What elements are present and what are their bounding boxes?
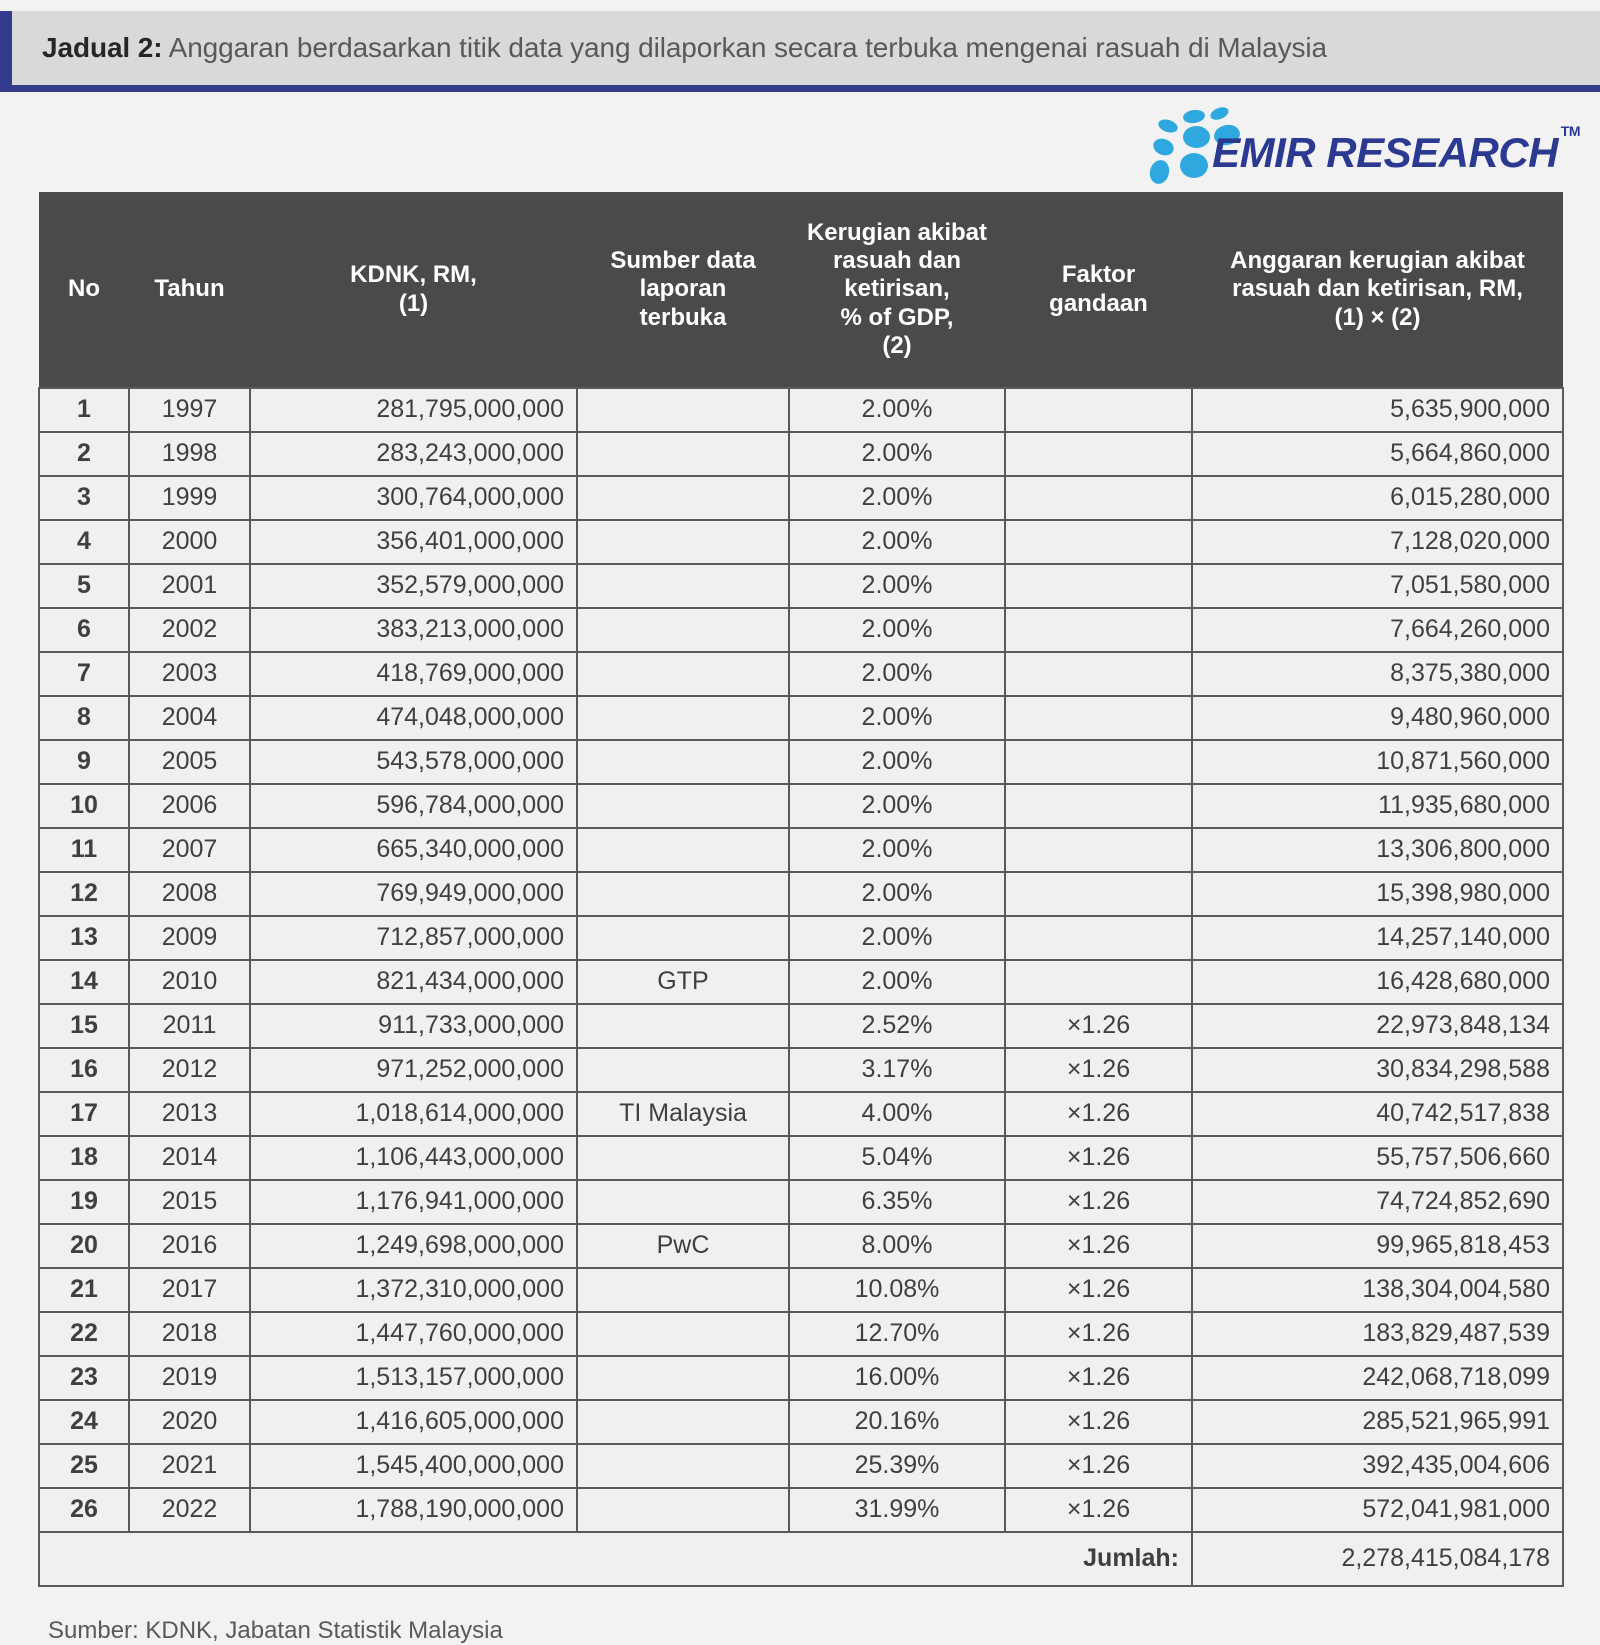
cell-year: 2000	[129, 520, 250, 564]
cell-gdp: 300,764,000,000	[250, 476, 577, 520]
cell-no: 5	[39, 564, 129, 608]
cell-no: 19	[39, 1180, 129, 1224]
column-header-multiplier: Faktor gandaan	[1005, 192, 1192, 388]
cell-multiplier: ×1.26	[1005, 1180, 1192, 1224]
cell-no: 4	[39, 520, 129, 564]
cell-year: 2013	[129, 1092, 250, 1136]
cell-loss-amount: 14,257,140,000	[1192, 916, 1563, 960]
cell-source	[577, 1356, 789, 1400]
cell-loss-pct: 2.00%	[789, 740, 1005, 784]
cell-multiplier: ×1.26	[1005, 1092, 1192, 1136]
cell-year: 2007	[129, 828, 250, 872]
cell-year: 2015	[129, 1180, 250, 1224]
cell-multiplier: ×1.26	[1005, 1444, 1192, 1488]
cell-gdp: 283,243,000,000	[250, 432, 577, 476]
cell-loss-pct: 2.00%	[789, 916, 1005, 960]
table-body	[39, 388, 1563, 1586]
cell-no: 26	[39, 1488, 129, 1532]
table-row	[39, 388, 1563, 432]
cell-loss-pct: 2.00%	[789, 520, 1005, 564]
cell-year: 2018	[129, 1312, 250, 1356]
page-title	[12, 32, 1327, 64]
cell-multiplier	[1005, 652, 1192, 696]
table-row	[39, 1004, 1563, 1048]
cell-source	[577, 916, 789, 960]
cell-no: 17	[39, 1092, 129, 1136]
table-row	[39, 1048, 1563, 1092]
cell-loss-amount: 7,664,260,000	[1192, 608, 1563, 652]
cell-source: TI Malaysia	[577, 1092, 789, 1136]
cell-source	[577, 608, 789, 652]
table-container	[38, 192, 1562, 1587]
cell-year: 2021	[129, 1444, 250, 1488]
cell-multiplier	[1005, 564, 1192, 608]
table-title-banner	[0, 11, 1600, 92]
cell-source	[577, 1268, 789, 1312]
cell-gdp: 1,447,760,000,000	[250, 1312, 577, 1356]
cell-no: 1	[39, 388, 129, 432]
table-row	[39, 1224, 1563, 1268]
cell-source	[577, 784, 789, 828]
cell-no: 21	[39, 1268, 129, 1312]
cell-year: 2012	[129, 1048, 250, 1092]
table-row	[39, 564, 1563, 608]
table-row	[39, 784, 1563, 828]
cell-loss-pct: 8.00%	[789, 1224, 1005, 1268]
cell-no: 9	[39, 740, 129, 784]
table-row	[39, 828, 1563, 872]
cell-loss-amount: 572,041,981,000	[1192, 1488, 1563, 1532]
cell-gdp: 712,857,000,000	[250, 916, 577, 960]
table-header	[39, 192, 1563, 388]
cell-loss-amount: 74,724,852,690	[1192, 1180, 1563, 1224]
cell-multiplier: ×1.26	[1005, 1048, 1192, 1092]
cell-gdp: 1,513,157,000,000	[250, 1356, 577, 1400]
cell-gdp: 1,416,605,000,000	[250, 1400, 577, 1444]
cell-source	[577, 1004, 789, 1048]
cell-loss-amount: 22,973,848,134	[1192, 1004, 1563, 1048]
cell-multiplier	[1005, 784, 1192, 828]
cell-year: 1999	[129, 476, 250, 520]
cell-multiplier	[1005, 520, 1192, 564]
cell-gdp: 1,018,614,000,000	[250, 1092, 577, 1136]
cell-loss-amount: 7,051,580,000	[1192, 564, 1563, 608]
trademark-icon: TM	[1560, 123, 1580, 139]
cell-multiplier	[1005, 432, 1192, 476]
cell-source	[577, 432, 789, 476]
cell-no: 6	[39, 608, 129, 652]
table-row	[39, 872, 1563, 916]
cell-year: 2005	[129, 740, 250, 784]
cell-source: GTP	[577, 960, 789, 1004]
cell-no: 8	[39, 696, 129, 740]
cell-loss-pct: 2.00%	[789, 960, 1005, 1004]
cell-gdp: 596,784,000,000	[250, 784, 577, 828]
cell-gdp: 543,578,000,000	[250, 740, 577, 784]
cell-gdp: 1,372,310,000,000	[250, 1268, 577, 1312]
total-value: 2,278,415,084,178	[1192, 1532, 1563, 1586]
column-header-year: Tahun	[129, 192, 250, 388]
cell-loss-pct: 16.00%	[789, 1356, 1005, 1400]
cell-gdp: 1,788,190,000,000	[250, 1488, 577, 1532]
emir-research-wordmark	[1212, 123, 1580, 178]
cell-gdp: 821,434,000,000	[250, 960, 577, 1004]
cell-gdp: 1,249,698,000,000	[250, 1224, 577, 1268]
cell-loss-amount: 242,068,718,099	[1192, 1356, 1563, 1400]
cell-multiplier: ×1.26	[1005, 1400, 1192, 1444]
table-number-label: Jadual 2:	[42, 32, 163, 63]
cell-gdp: 1,176,941,000,000	[250, 1180, 577, 1224]
cell-loss-amount: 5,635,900,000	[1192, 388, 1563, 432]
cell-source	[577, 1180, 789, 1224]
table-row	[39, 1092, 1563, 1136]
cell-loss-amount: 10,871,560,000	[1192, 740, 1563, 784]
cell-loss-pct: 5.04%	[789, 1136, 1005, 1180]
cell-loss-amount: 30,834,298,588	[1192, 1048, 1563, 1092]
table-row	[39, 1312, 1563, 1356]
cell-gdp: 1,545,400,000,000	[250, 1444, 577, 1488]
cell-gdp: 383,213,000,000	[250, 608, 577, 652]
cell-source	[577, 388, 789, 432]
cell-loss-amount: 40,742,517,838	[1192, 1092, 1563, 1136]
cell-no: 3	[39, 476, 129, 520]
cell-gdp: 1,106,443,000,000	[250, 1136, 577, 1180]
cell-source	[577, 696, 789, 740]
cell-loss-amount: 99,965,818,453	[1192, 1224, 1563, 1268]
cell-no: 7	[39, 652, 129, 696]
cell-source	[577, 476, 789, 520]
column-header-gdp: KDNK, RM, (1)	[250, 192, 577, 388]
cell-gdp: 352,579,000,000	[250, 564, 577, 608]
cell-gdp: 281,795,000,000	[250, 388, 577, 432]
table-row	[39, 1444, 1563, 1488]
table-row	[39, 520, 1563, 564]
cell-loss-pct: 25.39%	[789, 1444, 1005, 1488]
cell-loss-pct: 2.00%	[789, 872, 1005, 916]
cell-year: 2016	[129, 1224, 250, 1268]
cell-year: 1998	[129, 432, 250, 476]
cell-year: 2017	[129, 1268, 250, 1312]
cell-year: 2010	[129, 960, 250, 1004]
cell-no: 2	[39, 432, 129, 476]
cell-no: 22	[39, 1312, 129, 1356]
cell-loss-pct: 2.52%	[789, 1004, 1005, 1048]
cell-gdp: 665,340,000,000	[250, 828, 577, 872]
cell-source: PwC	[577, 1224, 789, 1268]
cell-loss-pct: 12.70%	[789, 1312, 1005, 1356]
cell-loss-amount: 5,664,860,000	[1192, 432, 1563, 476]
cell-source	[577, 564, 789, 608]
column-header-source: Sumber data laporan terbuka	[577, 192, 789, 388]
table-row	[39, 916, 1563, 960]
cell-source	[577, 520, 789, 564]
cell-multiplier	[1005, 476, 1192, 520]
cell-source	[577, 1488, 789, 1532]
cell-year: 2002	[129, 608, 250, 652]
cell-no: 12	[39, 872, 129, 916]
cell-loss-amount: 8,375,380,000	[1192, 652, 1563, 696]
cell-year: 2004	[129, 696, 250, 740]
table-header-row	[39, 192, 1563, 388]
table-row	[39, 1136, 1563, 1180]
cell-year: 2006	[129, 784, 250, 828]
cell-no: 25	[39, 1444, 129, 1488]
cell-loss-pct: 2.00%	[789, 608, 1005, 652]
cell-loss-pct: 3.17%	[789, 1048, 1005, 1092]
cell-multiplier	[1005, 916, 1192, 960]
cell-no: 18	[39, 1136, 129, 1180]
cell-loss-pct: 4.00%	[789, 1092, 1005, 1136]
cell-multiplier: ×1.26	[1005, 1312, 1192, 1356]
cell-source	[577, 872, 789, 916]
cell-no: 24	[39, 1400, 129, 1444]
cell-loss-pct: 2.00%	[789, 652, 1005, 696]
cell-loss-pct: 31.99%	[789, 1488, 1005, 1532]
cell-year: 2003	[129, 652, 250, 696]
cell-loss-amount: 138,304,004,580	[1192, 1268, 1563, 1312]
cell-no: 11	[39, 828, 129, 872]
table-total-row	[39, 1532, 1563, 1586]
cell-year: 2020	[129, 1400, 250, 1444]
cell-multiplier: ×1.26	[1005, 1356, 1192, 1400]
cell-loss-pct: 2.00%	[789, 784, 1005, 828]
cell-multiplier	[1005, 696, 1192, 740]
cell-loss-pct: 20.16%	[789, 1400, 1005, 1444]
cell-year: 1997	[129, 388, 250, 432]
table-row	[39, 1488, 1563, 1532]
cell-source	[577, 1400, 789, 1444]
table-row	[39, 652, 1563, 696]
cell-loss-pct: 2.00%	[789, 564, 1005, 608]
cell-loss-amount: 7,128,020,000	[1192, 520, 1563, 564]
cell-no: 16	[39, 1048, 129, 1092]
cell-year: 2022	[129, 1488, 250, 1532]
table-row	[39, 960, 1563, 1004]
cell-year: 2019	[129, 1356, 250, 1400]
cell-loss-pct: 2.00%	[789, 696, 1005, 740]
cell-year: 2014	[129, 1136, 250, 1180]
cell-loss-amount: 55,757,506,660	[1192, 1136, 1563, 1180]
cell-loss-amount: 13,306,800,000	[1192, 828, 1563, 872]
cell-multiplier	[1005, 872, 1192, 916]
cell-multiplier: ×1.26	[1005, 1268, 1192, 1312]
cell-loss-pct: 6.35%	[789, 1180, 1005, 1224]
cell-loss-pct: 2.00%	[789, 388, 1005, 432]
cell-loss-amount: 11,935,680,000	[1192, 784, 1563, 828]
cell-multiplier: ×1.26	[1005, 1004, 1192, 1048]
table-row	[39, 740, 1563, 784]
cell-gdp: 971,252,000,000	[250, 1048, 577, 1092]
source-note: Sumber: KDNK, Jabatan Statistik Malaysia	[48, 1617, 503, 1644]
cell-loss-amount: 183,829,487,539	[1192, 1312, 1563, 1356]
cell-year: 2001	[129, 564, 250, 608]
cell-multiplier	[1005, 828, 1192, 872]
corruption-loss-estimate-table	[38, 192, 1564, 1587]
cell-loss-amount: 6,015,280,000	[1192, 476, 1563, 520]
cell-no: 15	[39, 1004, 129, 1048]
cell-source	[577, 828, 789, 872]
cell-year: 2008	[129, 872, 250, 916]
cell-loss-amount: 15,398,980,000	[1192, 872, 1563, 916]
cell-loss-amount: 285,521,965,991	[1192, 1400, 1563, 1444]
cell-loss-pct: 2.00%	[789, 476, 1005, 520]
cell-source	[577, 1136, 789, 1180]
cell-source	[577, 1048, 789, 1092]
cell-multiplier	[1005, 960, 1192, 1004]
table-caption: Anggaran berdasarkan titik data yang dilaporkan secara terbuka mengenai rasuah di Malaysia	[162, 32, 1327, 63]
cell-multiplier	[1005, 388, 1192, 432]
cell-multiplier: ×1.26	[1005, 1488, 1192, 1532]
cell-gdp: 769,949,000,000	[250, 872, 577, 916]
cell-multiplier	[1005, 740, 1192, 784]
emir-research-logo	[1136, 106, 1580, 178]
cell-no: 20	[39, 1224, 129, 1268]
cell-no: 14	[39, 960, 129, 1004]
table-row	[39, 696, 1563, 740]
table-row	[39, 1356, 1563, 1400]
table-row	[39, 608, 1563, 652]
cell-no: 13	[39, 916, 129, 960]
column-header-no: No	[39, 192, 129, 388]
cell-gdp: 356,401,000,000	[250, 520, 577, 564]
cell-loss-amount: 392,435,004,606	[1192, 1444, 1563, 1488]
cell-year: 2009	[129, 916, 250, 960]
cell-loss-amount: 16,428,680,000	[1192, 960, 1563, 1004]
cell-loss-pct: 10.08%	[789, 1268, 1005, 1312]
cell-source	[577, 1444, 789, 1488]
cell-no: 23	[39, 1356, 129, 1400]
cell-gdp: 418,769,000,000	[250, 652, 577, 696]
cell-multiplier: ×1.26	[1005, 1136, 1192, 1180]
table-row	[39, 1180, 1563, 1224]
cell-loss-amount: 9,480,960,000	[1192, 696, 1563, 740]
total-label: Jumlah:	[39, 1532, 1192, 1586]
cell-gdp: 911,733,000,000	[250, 1004, 577, 1048]
cell-loss-pct: 2.00%	[789, 432, 1005, 476]
cell-multiplier	[1005, 608, 1192, 652]
column-header-loss-amount: Anggaran kerugian akibat rasuah dan ketirisan, RM, (1) × (2)	[1192, 192, 1563, 388]
table-row	[39, 1268, 1563, 1312]
cell-gdp: 474,048,000,000	[250, 696, 577, 740]
cell-no: 10	[39, 784, 129, 828]
cell-loss-pct: 2.00%	[789, 828, 1005, 872]
cell-source	[577, 1312, 789, 1356]
table-row	[39, 476, 1563, 520]
column-header-loss-pct: Kerugian akibat rasuah dan ketirisan, % of GDP, (2)	[789, 192, 1005, 388]
brand-logo-area	[0, 92, 1600, 192]
logo-wordmark-text: EMIR RESEARCH	[1212, 129, 1558, 176]
table-row	[39, 1400, 1563, 1444]
table-row	[39, 432, 1563, 476]
cell-source	[577, 740, 789, 784]
cell-source	[577, 652, 789, 696]
cell-year: 2011	[129, 1004, 250, 1048]
cell-multiplier: ×1.26	[1005, 1224, 1192, 1268]
